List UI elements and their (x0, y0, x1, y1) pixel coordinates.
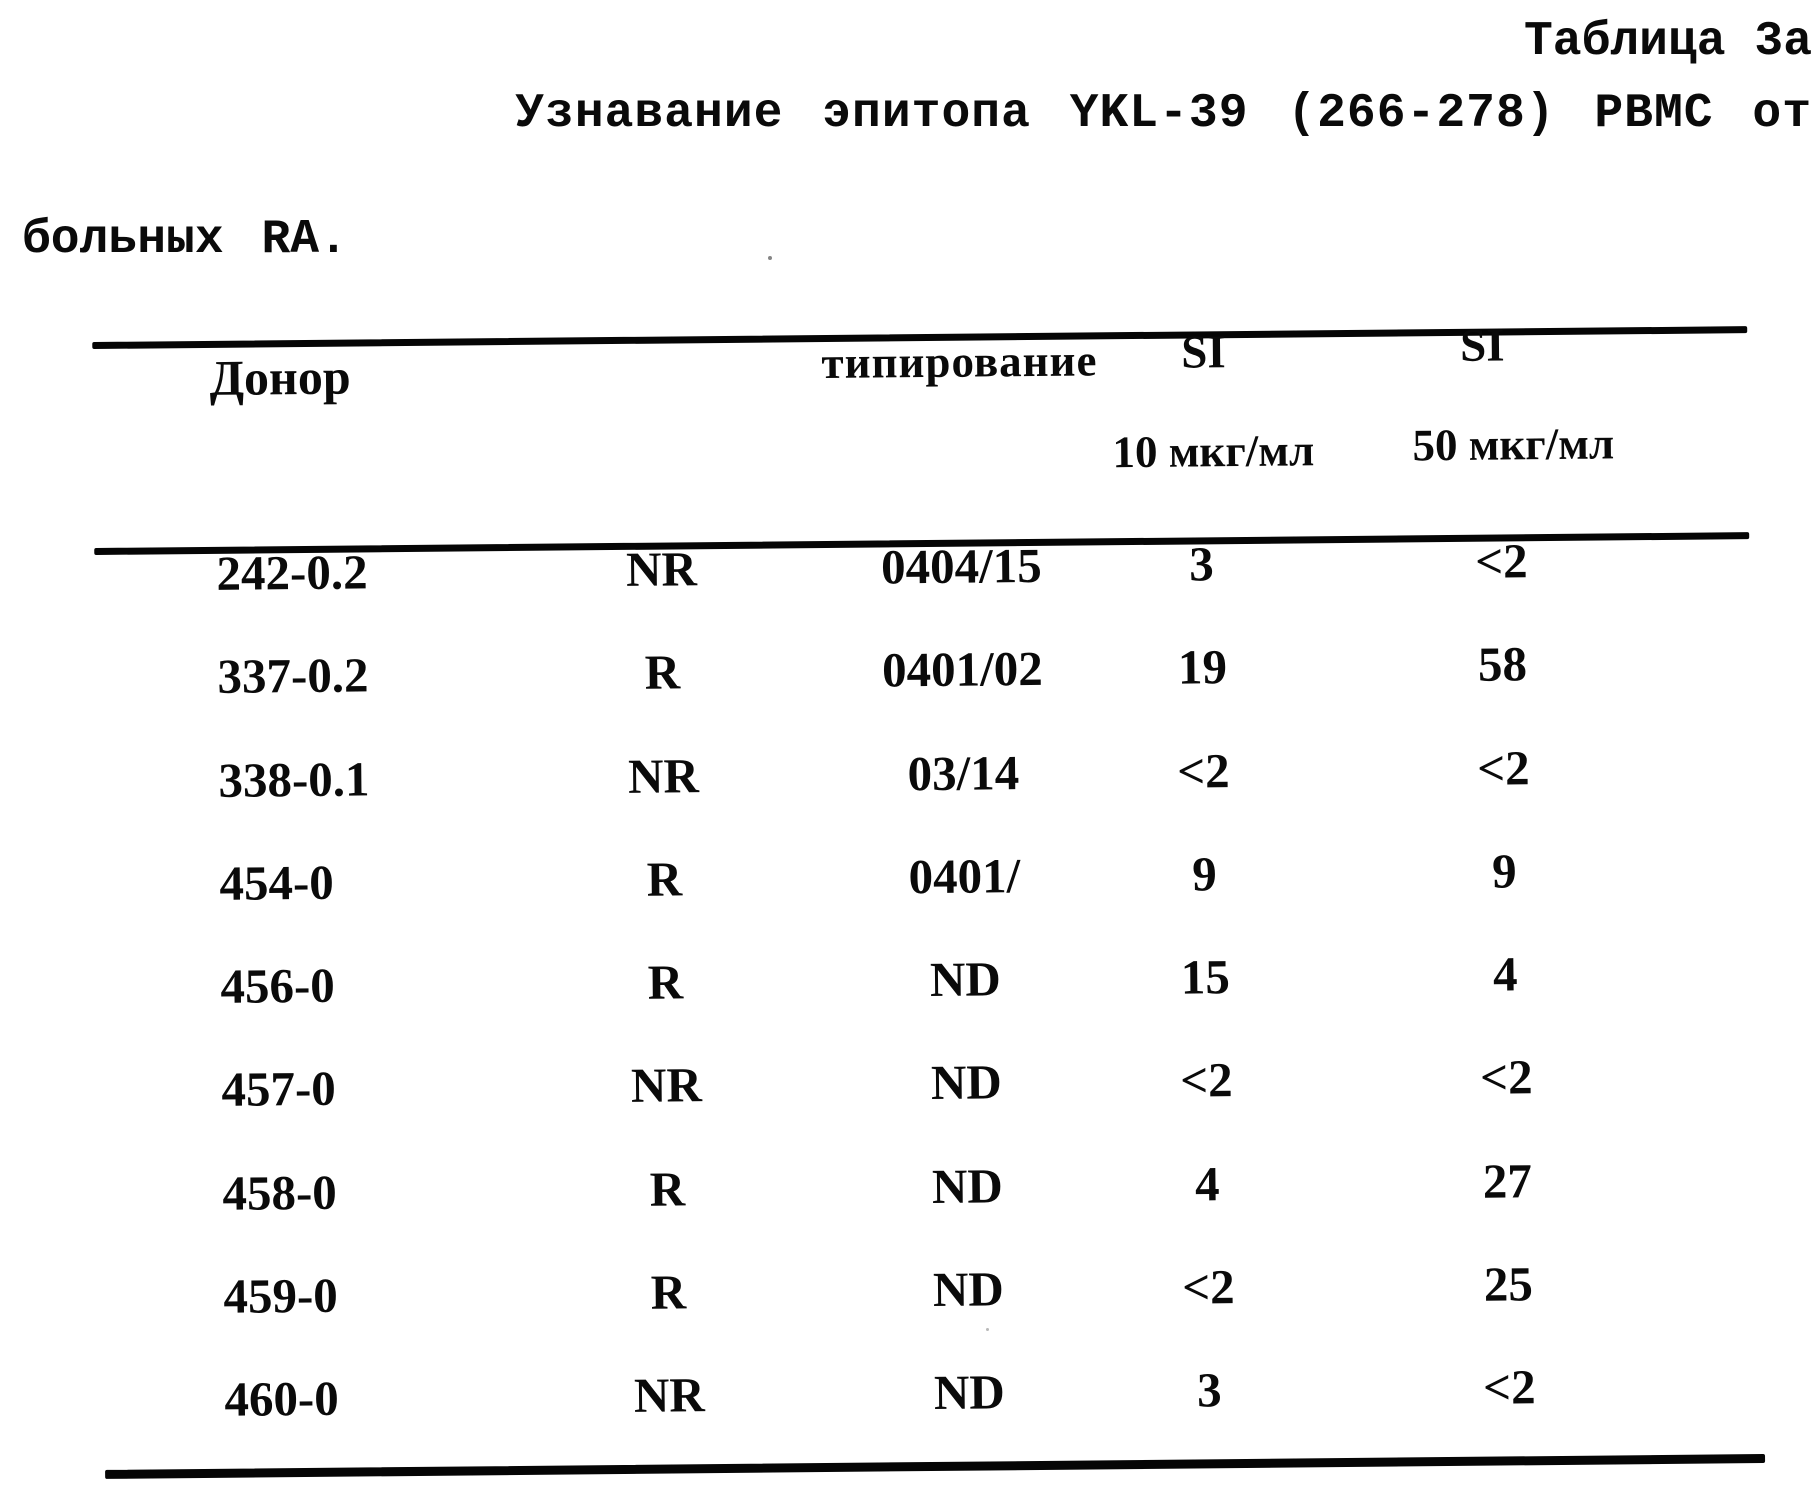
cell-donor: 459-0 (223, 1267, 339, 1324)
cell-si10: 4 (1194, 1156, 1220, 1212)
cell-si10: 3 (1188, 536, 1214, 592)
cell-response: NR (625, 541, 698, 597)
cell-response: R (646, 851, 683, 907)
table-row (3, 740, 1820, 861)
cell-typing: 0401/ (908, 848, 1021, 905)
cell-si50: <2 (1479, 1049, 1533, 1106)
table-row (5, 947, 1820, 1068)
cell-si50: <2 (1476, 739, 1530, 796)
table-row (1, 533, 1820, 654)
cell-si10: <2 (1179, 1052, 1233, 1109)
table-row (4, 843, 1820, 964)
cell-si50: 58 (1477, 636, 1528, 693)
cell-si50: 27 (1482, 1153, 1533, 1209)
cell-si10: 19 (1177, 639, 1228, 695)
table-row (6, 1050, 1820, 1171)
cell-typing: 03/14 (907, 744, 1020, 801)
cell-typing: 0401/02 (881, 641, 1044, 698)
header-typing: типирование (821, 335, 1098, 389)
caption-line-2: больных RA. (22, 213, 348, 267)
cell-response: R (644, 644, 681, 701)
caption-line-1: Узнавание эпитопа YKL-39 (266-278) PBMC от (515, 87, 1812, 141)
cell-typing: ND (931, 1158, 1004, 1214)
cell-response: R (647, 954, 684, 1010)
table-rows (1, 533, 1820, 1480)
cell-si10: 9 (1191, 846, 1217, 902)
table-row (2, 637, 1820, 758)
cell-typing: 0404/15 (880, 537, 1043, 595)
cell-donor: 242-0.2 (216, 544, 368, 601)
header-si-50: SI (1459, 319, 1505, 372)
table-label: Таблица 3а (1523, 15, 1812, 69)
cell-donor: 460-0 (224, 1371, 339, 1428)
cell-donor: 456-0 (220, 957, 336, 1015)
cell-typing: ND (932, 1261, 1005, 1318)
cell-typing: ND (929, 951, 1002, 1008)
cell-si50: 9 (1491, 843, 1517, 899)
cell-typing: ND (933, 1364, 1006, 1421)
cell-response: R (649, 1161, 686, 1217)
cell-donor: 458-0 (222, 1164, 338, 1221)
cell-response: NR (630, 1057, 703, 1114)
cell-response: NR (633, 1367, 706, 1424)
cell-donor: 337-0.2 (217, 647, 369, 705)
header-si-10: SI (1180, 326, 1226, 379)
cell-si10: 3 (1196, 1362, 1222, 1418)
table-row (7, 1153, 1820, 1274)
cell-donor: 457-0 (221, 1061, 337, 1118)
cell-response: R (650, 1264, 687, 1320)
cell-si10: <2 (1181, 1259, 1235, 1315)
cell-si50: 4 (1492, 946, 1518, 1002)
header-donor: Донор (209, 348, 351, 406)
header-si10-unit: 10 мкг/мл (1112, 425, 1315, 478)
cell-si50: 25 (1483, 1256, 1534, 1312)
cell-donor: 338-0.1 (218, 750, 370, 808)
cell-si10: 15 (1180, 949, 1231, 1005)
cell-si10: <2 (1176, 742, 1230, 799)
table-row (8, 1256, 1820, 1377)
header-si50-unit: 50 мкг/мл (1412, 418, 1615, 471)
cell-si50: <2 (1474, 533, 1528, 589)
cell-response: NR (627, 747, 700, 804)
cell-typing: ND (930, 1054, 1003, 1111)
cell-donor: 454-0 (219, 854, 335, 911)
cell-si50: <2 (1482, 1359, 1536, 1416)
